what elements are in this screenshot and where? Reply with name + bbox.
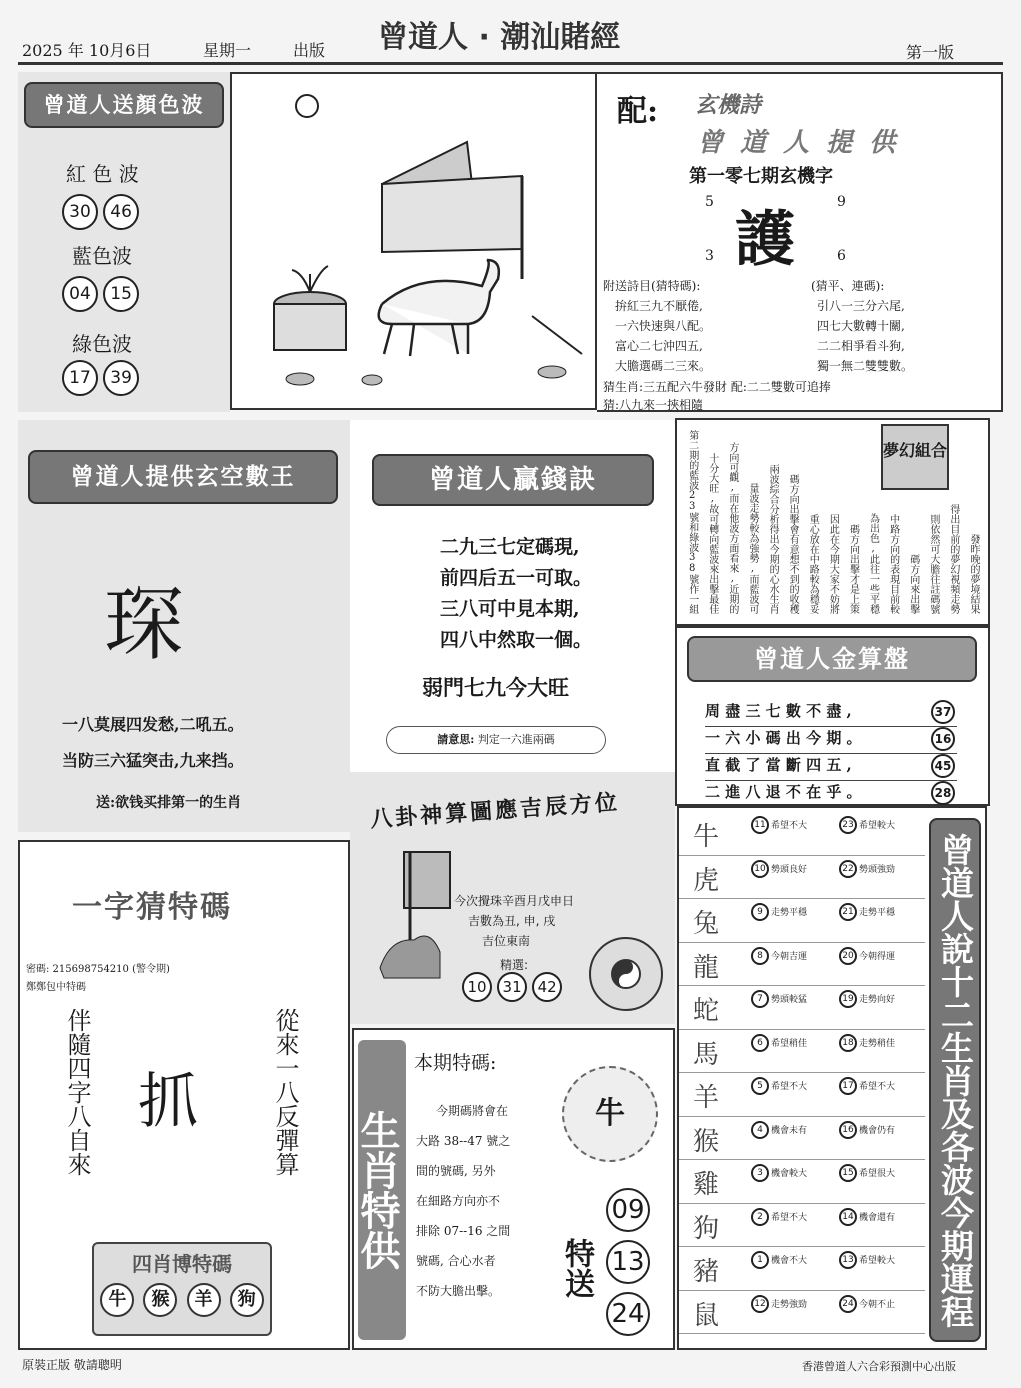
zodiac-row	[679, 812, 925, 856]
zodiac-send-label: 特送	[559, 1238, 594, 1298]
number-ball: 30	[62, 194, 98, 230]
zodiac-num-a: 10	[751, 860, 769, 878]
twelve-title: 曾道人說十二生肖及各波今期運程	[929, 818, 981, 1342]
corner-number: 5	[705, 194, 714, 210]
rock-icon	[362, 375, 382, 385]
zodiac-num-a: 12	[751, 1295, 769, 1313]
zodiac-num-b: 14	[839, 1208, 857, 1226]
number-ball: 15	[103, 276, 139, 312]
header	[18, 20, 1003, 62]
header-date: 2025 年 10月6日	[22, 41, 152, 60]
zodiac-num-b: 16	[839, 1121, 857, 1139]
fantasy-col: 第二期的藍波23號和綠波38號作一組	[686, 430, 698, 614]
poem-line: 四七大數轉十關,	[817, 319, 905, 333]
zodiac-num-b: 20	[839, 947, 857, 965]
one-char-panel	[18, 840, 350, 1350]
pick-ball: 31	[497, 972, 527, 1002]
pick-ball: 42	[532, 972, 562, 1002]
fantasy-title: 夢幻組合	[881, 424, 949, 490]
zodiac-num-a: 7	[751, 990, 769, 1008]
zodiac-num-b: 15	[839, 1164, 857, 1182]
zodiac-text-a: 今朝吉運	[771, 951, 808, 962]
win-money-title: 曾道人贏錢訣	[372, 454, 654, 506]
stump-body-icon	[274, 304, 346, 350]
zodiac-animal: 馬	[693, 1039, 720, 1070]
win-line: 四八中然取一個。	[440, 629, 593, 651]
poem-line: 引八一三分六尾,	[817, 299, 905, 313]
header-rule	[18, 62, 1003, 65]
poem-right-lines	[817, 296, 913, 376]
poem-line: 一六快速與八配。	[615, 319, 712, 333]
fantasy-col: 碼方向出擊才是上策	[847, 524, 859, 614]
zodiac-body-line: 號碼, 合心水者	[416, 1254, 496, 1268]
calc-title: 曾道人金算盤	[687, 636, 977, 682]
bagua-panel	[350, 772, 675, 1024]
xuankong-line-1: 一八莫展四发愁,二吼五。	[62, 715, 244, 734]
win-line: 前四后五一可取。	[440, 567, 593, 589]
zodiac-num-a: 1	[751, 1251, 769, 1269]
zodiac-row	[679, 856, 925, 900]
poem-char: 護	[735, 205, 795, 275]
poem-provider: 曾 道 人 提 供	[697, 128, 900, 158]
poem-line: 拚紅三九不厭倦,	[615, 299, 703, 313]
bagua-line-1: 今次攪珠辛酉月戊申日	[454, 894, 575, 908]
bagua-pick-label: 精選:	[500, 958, 529, 972]
poem-line: 獨一無二雙雙數。	[817, 359, 914, 373]
poem-subtitle: 玄機詩	[695, 92, 762, 118]
calc-row-text: 周 盡 三 七 數 不 盡 ,	[705, 702, 852, 720]
zodiac-text-b: 今朝得運	[859, 951, 896, 962]
poem-left-lines	[615, 296, 711, 376]
zodiac-animal: 雞	[693, 1170, 720, 1200]
zodiac-text-a: 希望不大	[771, 821, 808, 831]
calc-row	[705, 781, 957, 808]
tent-icon	[382, 142, 472, 184]
zodiac-num-a: 11	[751, 816, 769, 834]
zodiac-row	[679, 1291, 925, 1335]
four-zodiac-title: 四肖博特碼	[132, 1252, 232, 1276]
zodiac-body-line: 間的號碼, 另外	[416, 1164, 496, 1178]
fantasy-columns	[681, 424, 981, 620]
wave-green-numbers	[62, 360, 139, 396]
zodiac-badge: 牛	[100, 1283, 134, 1317]
zodiac-num-a: 3	[751, 1164, 769, 1182]
bagua-title: 八卦神算圖應吉辰方位	[369, 789, 621, 833]
header-title: 曾道人 · 潮汕賭經	[378, 20, 621, 55]
zodiac-text-b: 希望很大	[859, 1169, 896, 1179]
win-money-slogan: 弱門七九今大旺	[422, 675, 569, 700]
zodiac-num-a: 6	[751, 1034, 769, 1052]
note-label: 請意思:	[437, 733, 475, 746]
fantasy-col: 重心放在中路較為穩妥	[807, 514, 819, 614]
footer-left: 原裝正版 敬請聰明	[22, 1358, 122, 1372]
sheep-icon	[379, 260, 499, 356]
bagua-icon	[586, 934, 666, 1014]
zodiac-animal: 鼠	[693, 1300, 720, 1331]
win-line: 二九三七定碼現,	[440, 536, 580, 558]
zodiac-text-b: 勢頭強勁	[859, 864, 896, 875]
calc-row-number: 16	[931, 727, 955, 751]
bagua-line-3: 吉位東南	[482, 934, 531, 948]
poem-footer-1: 猜生肖:三五配六牛發財 配:二二雙數可追捧	[603, 380, 831, 394]
fantasy-col: 則依然可大膽往註碼號	[927, 514, 939, 614]
footer-right: 香港曾道人六合彩預測中心出版	[802, 1360, 956, 1373]
calc-row	[705, 727, 957, 754]
zodiac-num-b: 13	[839, 1251, 857, 1269]
wave-green-label: 綠色波	[72, 332, 132, 356]
zodiac-num-a: 9	[751, 903, 769, 921]
zodiac-text-b: 走勢稍佳	[859, 1038, 896, 1049]
fantasy-col: 碼方向出擊會有意想不到的收穫	[787, 474, 799, 614]
header-publish: 出版	[293, 41, 326, 60]
fantasy-panel	[675, 418, 990, 626]
zodiac-side-title: 生肖特供	[358, 1040, 406, 1340]
poem-line: 富心二七沖四五,	[615, 339, 703, 353]
xuankong-char: 琛	[104, 578, 184, 671]
fantasy-col: 碼方向來出擊	[907, 554, 919, 614]
zodiac-body-line: 今期碼將會在	[436, 1104, 509, 1118]
poem-panel	[597, 72, 1003, 412]
calc-row-number: 28	[931, 781, 955, 805]
twelve-rows	[679, 812, 925, 1342]
zodiac-badge: 羊	[187, 1283, 221, 1317]
fantasy-col: 發昨晚的夢境結果	[968, 534, 979, 614]
zodiac-num-b: 23	[839, 816, 857, 834]
zodiac-text-b: 希望不大	[859, 1082, 896, 1092]
color-wave-title: 曾道人送顏色波	[24, 82, 224, 128]
zodiac-num-a: 5	[751, 1077, 769, 1095]
fantasy-col: 量波走勢較為強勢,而藍波可	[746, 483, 758, 614]
zodiac-text-a: 機會不大	[771, 1256, 808, 1266]
special-ball: 09	[606, 1188, 650, 1232]
zodiac-num-b: 24	[839, 1295, 857, 1313]
zodiac-num-b: 22	[839, 860, 857, 878]
zodiac-row	[679, 1160, 925, 1204]
zodiac-num-b: 19	[839, 990, 857, 1008]
zodiac-row	[679, 943, 925, 987]
zodiac-row	[679, 1073, 925, 1117]
fantasy-col: 中路方向的表現目前較	[887, 514, 899, 614]
color-wave-panel	[18, 72, 230, 412]
xuankong-line-2: 当防三六猛突击,九来挡。	[62, 751, 244, 770]
warrior-icon	[370, 848, 460, 988]
zodiac-text-b: 希望較大	[859, 821, 896, 831]
fantasy-col: 兩波綜合分析得出今期的心水生肖	[767, 464, 779, 614]
bagua-line-2: 吉數為丑, 申, 戌	[468, 914, 556, 928]
header-weekday: 星期一	[203, 41, 252, 60]
fantasy-col: 因此在今期大家不妨將	[827, 514, 839, 614]
calc-row	[705, 754, 957, 781]
wave-red-label: 紅 色 波	[66, 162, 139, 186]
poem-line: 大膽選碼二三來。	[615, 359, 712, 373]
zodiac-animal: 虎	[693, 865, 720, 896]
cartoon-panel	[230, 72, 597, 410]
poem-prefix: 配:	[617, 94, 659, 129]
fantasy-col: 十分大旺,故可轉向藍波來出擊最佳	[706, 453, 718, 614]
one-char-left-col: 伴隨四字八自來	[63, 1008, 91, 1176]
sun-icon	[296, 95, 318, 117]
zodiac-special-panel	[352, 1028, 675, 1350]
zodiac-body-line: 排除 07--16 之間	[416, 1224, 511, 1238]
rock-icon	[286, 373, 314, 385]
zodiac-row	[679, 1030, 925, 1074]
zodiac-badge: 猴	[143, 1283, 177, 1317]
zodiac-animal: 牛	[693, 822, 720, 852]
poem-issue: 第一零七期玄機字	[689, 166, 833, 187]
zodiac-num-a: 2	[751, 1208, 769, 1226]
zodiac-num-b: 17	[839, 1077, 857, 1095]
cartoon-illustration	[232, 74, 595, 408]
one-char-ref-1: 密碼: 215698754210 (警令期)	[26, 964, 170, 975]
zodiac-char: 牛	[595, 1096, 625, 1131]
zodiac-numbers	[606, 1188, 650, 1336]
calc-row-text: 二 進 八 退 不 在 乎 。	[705, 783, 862, 801]
stick-icon	[532, 316, 582, 354]
zodiac-row	[679, 1204, 925, 1248]
rock-icon	[538, 366, 566, 378]
xuankong-gift: 送:欲钱买排第一的生肖	[96, 795, 242, 811]
zodiac-text-a: 希望稍佳	[771, 1038, 808, 1049]
number-ball: 39	[103, 360, 139, 396]
zodiac-text-b: 今朝不止	[859, 1299, 896, 1310]
zodiac-text-a: 勢頭良好	[771, 864, 808, 875]
zodiac-text-a: 勢頭較猛	[771, 995, 808, 1005]
corner-number: 3	[705, 248, 714, 264]
zodiac-animal: 猴	[693, 1126, 720, 1157]
four-zodiac-box	[92, 1242, 272, 1336]
poem-line: 二二相爭看斗狗,	[817, 339, 905, 353]
corner-number: 6	[837, 248, 846, 264]
zodiac-row	[679, 986, 925, 1030]
calc-rows	[705, 700, 957, 808]
note-text: 判定一六進兩碼	[477, 733, 555, 746]
calc-row-number: 37	[931, 700, 955, 724]
calc-row-number: 45	[931, 754, 955, 778]
zodiac-flower	[562, 1066, 658, 1162]
zodiac-row	[679, 899, 925, 943]
calc-panel	[675, 626, 990, 806]
zodiac-heading: 本期特碼:	[414, 1052, 497, 1074]
zodiac-row	[679, 1117, 925, 1161]
special-ball: 24	[606, 1292, 650, 1336]
win-money-note	[386, 726, 606, 754]
zodiac-text-a: 希望不大	[771, 1082, 808, 1092]
tent-body-icon	[382, 176, 522, 252]
zodiac-text-a: 走勢平穩	[771, 908, 808, 918]
zodiac-animal: 兔	[693, 909, 720, 939]
zodiac-body	[416, 1096, 510, 1306]
xuankong-panel	[18, 420, 350, 832]
zodiac-animal: 狗	[693, 1213, 720, 1244]
zodiac-num-a: 8	[751, 947, 769, 965]
zodiac-text-b: 機會還有	[859, 1212, 896, 1223]
wave-red-numbers	[62, 194, 139, 230]
win-line: 三八可中見本期,	[440, 598, 580, 620]
zodiac-text-a: 希望不大	[771, 1212, 808, 1223]
zodiac-num-b: 21	[839, 903, 857, 921]
zodiac-animal: 蛇	[693, 996, 720, 1026]
zodiac-text-b: 走勢向好	[859, 995, 896, 1005]
calc-row	[705, 700, 957, 727]
sprout-icon	[292, 266, 328, 292]
zodiac-badge: 狗	[230, 1283, 264, 1317]
bagua-picks	[462, 972, 562, 1002]
wave-blue-label: 藍色波	[72, 244, 132, 268]
zodiac-text-b: 走勢平穩	[859, 908, 896, 918]
zodiac-body-line: 不防大膽出擊。	[416, 1284, 501, 1298]
zodiac-body-line: 大路 38--47 號之	[416, 1134, 511, 1148]
wave-blue-numbers	[62, 276, 139, 312]
poem-footer-2: 猜:八九來一挾相隨	[603, 398, 704, 412]
zodiac-animal: 豬	[693, 1257, 720, 1287]
zodiac-num-a: 4	[751, 1121, 769, 1139]
poem-right-title: (猜平、連碼):	[811, 279, 885, 293]
zodiac-animal: 羊	[693, 1083, 720, 1113]
win-money-panel	[350, 420, 675, 772]
fantasy-col: 方向可觀,而在他波方面看來,近期的	[726, 442, 738, 614]
zodiac-text-b: 希望較大	[859, 1256, 896, 1266]
poem-left-title: 附送詩目(猜特碼):	[603, 279, 701, 293]
fantasy-col: 為出色,此往一些平穩	[867, 513, 879, 614]
zodiac-animal: 龍	[693, 952, 720, 983]
number-ball: 46	[103, 194, 139, 230]
win-money-lines	[440, 532, 592, 656]
four-zodiac-list	[94, 1283, 270, 1317]
one-char-center: 抓	[138, 1067, 198, 1137]
fantasy-col: 得出目前的夢幻視頻走勢	[947, 504, 959, 614]
zodiac-text-a: 機會未有	[771, 1125, 808, 1136]
corner-number: 9	[837, 194, 846, 210]
zodiac-text-a: 走勢強勁	[771, 1299, 808, 1310]
special-ball: 13	[606, 1240, 650, 1284]
header-edition: 第一版	[906, 43, 955, 62]
one-char-title: 一字猜特碼	[72, 890, 232, 925]
zodiac-num-b: 18	[839, 1034, 857, 1052]
one-char-ref-2: 鄭鄭包中特碼	[26, 982, 86, 993]
twelve-zodiac-panel	[677, 806, 987, 1350]
zodiac-text-a: 機會較大	[771, 1169, 808, 1179]
calc-row-text: 直 截 了 當 斷 四 五 ,	[705, 756, 852, 774]
zodiac-body-line: 在細路方向亦不	[416, 1194, 501, 1208]
number-ball: 04	[62, 276, 98, 312]
zodiac-text-b: 機會仍有	[859, 1125, 896, 1136]
zodiac-row	[679, 1247, 925, 1291]
xuankong-title: 曾道人提供玄空數王	[28, 450, 338, 504]
one-char-right-col: 從來一八反彈算	[271, 1008, 299, 1176]
calc-row-text: 一 六 小 碼 出 今 期 。	[705, 729, 862, 747]
pick-ball: 10	[462, 972, 492, 1002]
number-ball: 17	[62, 360, 98, 396]
